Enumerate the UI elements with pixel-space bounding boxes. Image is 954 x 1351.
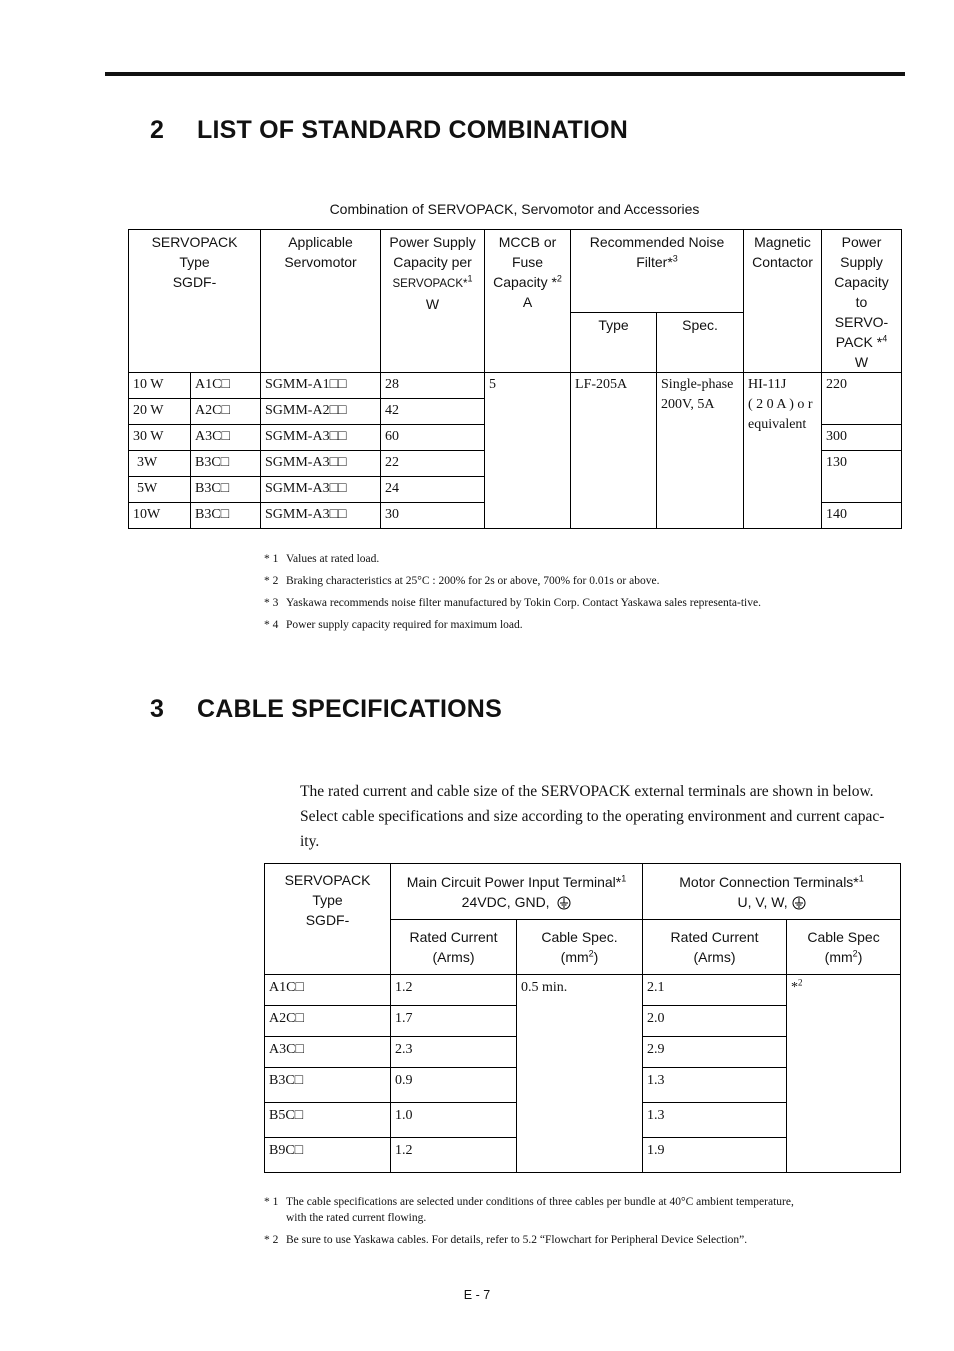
header-magnetic-contactor: Magnetic Contactor: [744, 230, 822, 373]
type-cell: B3C□: [191, 451, 261, 477]
watt-cell: 20 W: [129, 399, 191, 425]
motor-cell: SGMM-A3□□: [261, 425, 381, 451]
ground-symbol-icon: [792, 896, 806, 910]
type-cell: A1C□: [191, 373, 261, 399]
header-mccb: MCCB or Fuse Capacity *$^2$ A: [485, 230, 571, 373]
type-cell: A2C□: [265, 1006, 391, 1037]
filter-spec-cell: Single-phase 200V, 5A: [657, 373, 744, 529]
section-2-number: 2: [150, 116, 165, 144]
header-power-capacity: Power Supply Capacity per SERVOPACK*$^1$ W: [381, 230, 485, 373]
table-row: [265, 975, 901, 1006]
table-2-notes: [264, 1194, 804, 1254]
type-cell: B3C□: [265, 1068, 391, 1103]
section-3-number: 3: [150, 695, 165, 723]
footnote: * 2 Be sure to use Yaskawa cables. For details, refer to 5.2 “Flowchart for Peripheral Device Selection”.: [264, 1234, 748, 1246]
contactor-cell: HI-11J ( 2 0 A ) o r equivalent: [744, 373, 822, 529]
footnote: * 2 Braking characteristics at 25°C : 200% for 2s or above, 700% for 0.01s or above.: [264, 575, 660, 587]
footnote: * 3 Yaskawa recommends noise filter manufactured by Tokin Corp. Contact Yaskawa sales representa-tive.: [264, 597, 761, 609]
header-power-supply: Power Supply Capacity to SERVO- PACK *$^4$ W: [822, 230, 902, 373]
table-row: [129, 373, 902, 399]
motor-cell: SGMM-A2□□: [261, 399, 381, 425]
standard-combination-table: [128, 229, 902, 529]
header-noise-filter: Recommended Noise Filter*$^3$: [571, 230, 744, 313]
footnote: * 1 Values at rated load.: [264, 553, 380, 565]
type-cell: B3C□: [191, 503, 261, 529]
header-main-rated-current: Rated Current (Arms): [391, 920, 517, 975]
watt-cell: 30 W: [129, 425, 191, 451]
section-2-title: LIST OF STANDARD COMBINATION: [197, 116, 629, 144]
type-cell: A3C□: [191, 425, 261, 451]
section-3-heading: [150, 695, 502, 724]
top-rule: [105, 72, 905, 76]
motor-cell: SGMM-A3□□: [261, 477, 381, 503]
type-cell: B5C□: [265, 1103, 391, 1138]
capacity-cell: 30: [381, 503, 485, 529]
page-number: E - 7: [463, 1288, 491, 1302]
capacity-cell: 22: [381, 451, 485, 477]
table-1-notes: [264, 551, 804, 639]
header-main-circuit: Main Circuit Power Input Terminal*$^1$ 24VDC, GND,: [391, 864, 643, 920]
watt-cell: 3W: [129, 451, 191, 477]
capacity-cell: 42: [381, 399, 485, 425]
main-current-cell: 1.2: [391, 1138, 517, 1173]
header-filter-spec: Spec.: [657, 312, 744, 372]
capacity-cell: 24: [381, 477, 485, 503]
header-filter-type: Type: [571, 312, 657, 372]
motor-current-cell: 2.9: [643, 1037, 787, 1068]
header-motor-cable-spec: Cable Spec $(mm^2)$: [787, 920, 901, 975]
motor-current-cell: 1.9: [643, 1138, 787, 1173]
supply-cell: 220: [822, 373, 902, 425]
watt-cell: 5W: [129, 477, 191, 503]
cable-spec-table: [264, 863, 901, 1173]
motor-current-cell: 1.3: [643, 1068, 787, 1103]
header-motor-rated-current: Rated Current (Arms): [643, 920, 787, 975]
type-cell: A2C□: [191, 399, 261, 425]
header-servopack-type: SERVOPACK Type SGDF-: [129, 230, 261, 373]
main-current-cell: 2.3: [391, 1037, 517, 1068]
supply-cell: 130: [822, 451, 902, 503]
motor-cell: SGMM-A1□□: [261, 373, 381, 399]
main-current-cell: 1.0: [391, 1103, 517, 1138]
capacity-cell: 28: [381, 373, 485, 399]
mccb-cell: 5: [485, 373, 571, 529]
section-3-title: CABLE SPECIFICATIONS: [197, 695, 502, 723]
footnote: * 1 The cable specifications are selected under conditions of three cables per bundle at 40°C ambient temperature, with the rated current flowing.: [264, 1196, 794, 1224]
type-cell: A3C□: [265, 1037, 391, 1068]
table-1-caption: Combination of SERVOPACK, Servomotor and Accessories: [329, 201, 700, 217]
type-cell: A1C□: [265, 975, 391, 1006]
motor-cable-cell: *$^2$: [787, 975, 901, 1173]
watt-cell: 10W: [129, 503, 191, 529]
header-servomotor: Applicable Servomotor: [261, 230, 381, 373]
motor-current-cell: 1.3: [643, 1103, 787, 1138]
main-current-cell: 0.9: [391, 1068, 517, 1103]
footnote: * 4 Power supply capacity required for maximum load.: [264, 619, 523, 631]
watt-cell: 10 W: [129, 373, 191, 399]
type-cell: B3C□: [191, 477, 261, 503]
capacity-cell: 60: [381, 425, 485, 451]
type-cell: B9C□: [265, 1138, 391, 1173]
header-servopack-type: SERVOPACK Type SGDF-: [265, 864, 391, 975]
intro-paragraph: The rated current and cable size of the SERVOPACK external terminals are shown in below. Select cable specifications and size according to the operating environment and current capac-ity.: [300, 783, 885, 850]
main-cable-cell: 0.5 min.: [517, 975, 643, 1173]
ground-symbol-icon: [557, 896, 571, 910]
section-2-heading: [150, 116, 628, 145]
filter-type-cell: LF-205A: [571, 373, 657, 529]
supply-cell: 300: [822, 425, 902, 451]
header-main-cable-spec: Cable Spec. $(mm^2)$: [517, 920, 643, 975]
motor-current-cell: 2.1: [643, 975, 787, 1006]
supply-cell: 140: [822, 503, 902, 529]
main-current-cell: 1.2: [391, 975, 517, 1006]
motor-cell: SGMM-A3□□: [261, 451, 381, 477]
motor-cell: SGMM-A3□□: [261, 503, 381, 529]
header-motor-terminals: Motor Connection Terminals*$^1$ U, V, W,: [643, 864, 901, 920]
motor-current-cell: 2.0: [643, 1006, 787, 1037]
main-current-cell: 1.7: [391, 1006, 517, 1037]
